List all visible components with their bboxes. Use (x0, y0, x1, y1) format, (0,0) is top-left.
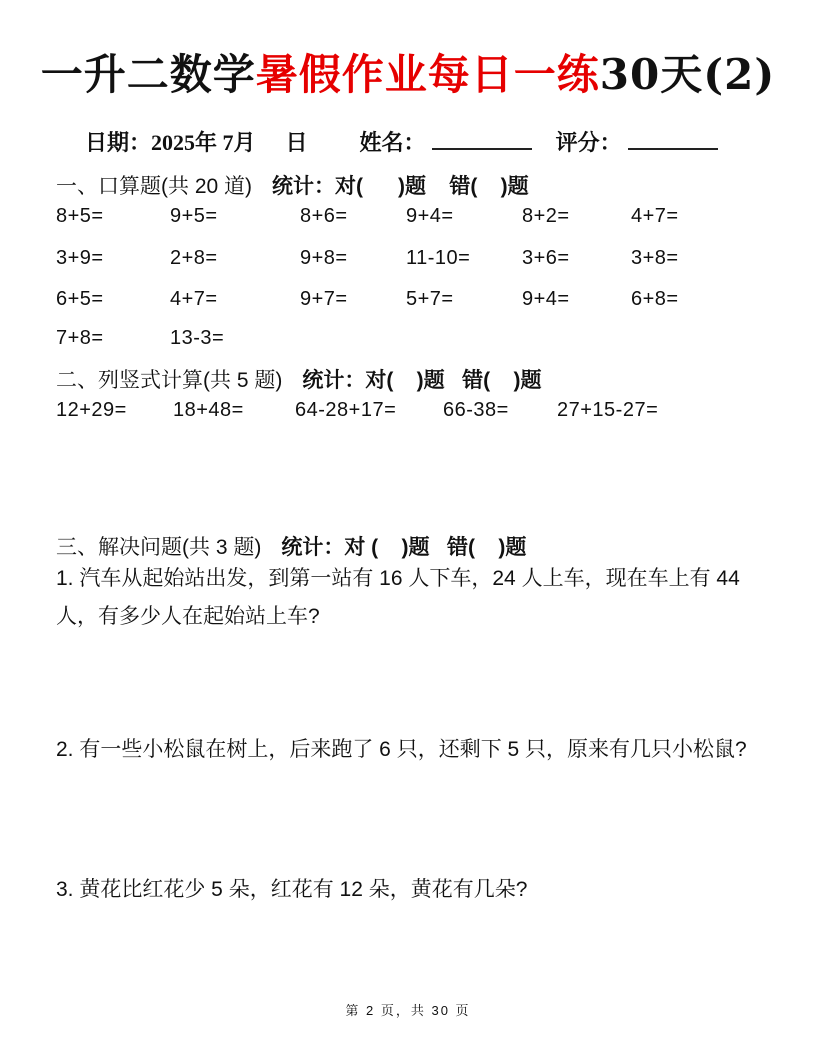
section-1-stats: 统计：对( )题 错( )题 (272, 175, 529, 198)
math-problem: 18+48= (173, 399, 244, 421)
day-suffix: 日 (285, 130, 308, 155)
section-3-stats: 统计：对 ( )题 错( )题 (281, 536, 527, 559)
section-3-header (56, 531, 776, 561)
score-blank-line (628, 128, 718, 150)
title-segment-black-right: 30天(2) (599, 50, 776, 99)
name-label: 姓名： (359, 130, 426, 155)
math-problem: 8+5= (56, 205, 104, 227)
math-problem: 9+8= (300, 247, 348, 269)
math-problem: 11-10= (406, 247, 471, 269)
oral-row (56, 247, 786, 270)
date-label: 日期： (85, 130, 152, 155)
math-problem: 8+2= (522, 205, 570, 227)
math-problem: 6+5= (56, 288, 104, 310)
score-label: 评分： (555, 130, 622, 155)
word-problem: 3. 黄花比红花少 5 朵，红花有 12 朵，黄花有几朵? (56, 878, 528, 901)
word-problem: 1. 汽车从起始站出发，到第一站有 16 人下车，24 人上车，现在车上有 44 人，有多少人在起始站上车? (56, 567, 740, 628)
oral-row (56, 288, 786, 311)
vertical-calc-row (56, 399, 786, 422)
section-2-header (56, 364, 776, 394)
word-problem: 2. 有一些小松鼠在树上，后来跑了 6 只，还剩下 5 只，原来有几只小松鼠? (56, 738, 747, 761)
section-1-heading: 一、口算题(共 20 道) (56, 175, 253, 198)
title-segment-black-left: 一升二数学 (40, 50, 256, 99)
math-problem: 4+7= (170, 288, 218, 310)
page-number-footer: 第 2 页，共 30 页 (345, 1003, 471, 1018)
math-problem: 9+7= (300, 288, 348, 310)
section-3-heading: 三、解决问题(共 3 题) (56, 536, 262, 559)
math-problem: 4+7= (631, 205, 679, 227)
header-meta-line (85, 126, 765, 157)
math-problem: 9+5= (170, 205, 218, 227)
math-problem: 12+29= (56, 399, 127, 421)
date-value: 2025年 7月 (151, 130, 256, 155)
math-problem: 64-28+17= (295, 399, 397, 421)
oral-row (56, 327, 786, 350)
math-problem: 8+6= (300, 205, 348, 227)
math-problem: 9+4= (406, 205, 454, 227)
math-problem: 6+8= (631, 288, 679, 310)
math-problem: 27+15-27= (557, 399, 659, 421)
math-problem: 5+7= (406, 288, 454, 310)
math-problem: 7+8= (56, 327, 104, 349)
page-title (0, 42, 816, 102)
math-problem: 13-3= (170, 327, 225, 349)
oral-row (56, 205, 786, 228)
math-problem: 9+4= (522, 288, 570, 310)
title-segment-red: 暑假作业每日一练 (255, 50, 600, 99)
section-1-header (56, 170, 776, 200)
math-problem: 3+9= (56, 247, 104, 269)
math-problem: 66-38= (443, 399, 509, 421)
math-problem: 3+6= (522, 247, 570, 269)
name-blank-line (432, 128, 532, 150)
section-2-stats: 统计：对( )题 错( )题 (302, 369, 542, 392)
math-problem: 2+8= (170, 247, 218, 269)
section-2-heading: 二、列竖式计算(共 5 题) (56, 369, 283, 392)
math-problem: 3+8= (631, 247, 679, 269)
